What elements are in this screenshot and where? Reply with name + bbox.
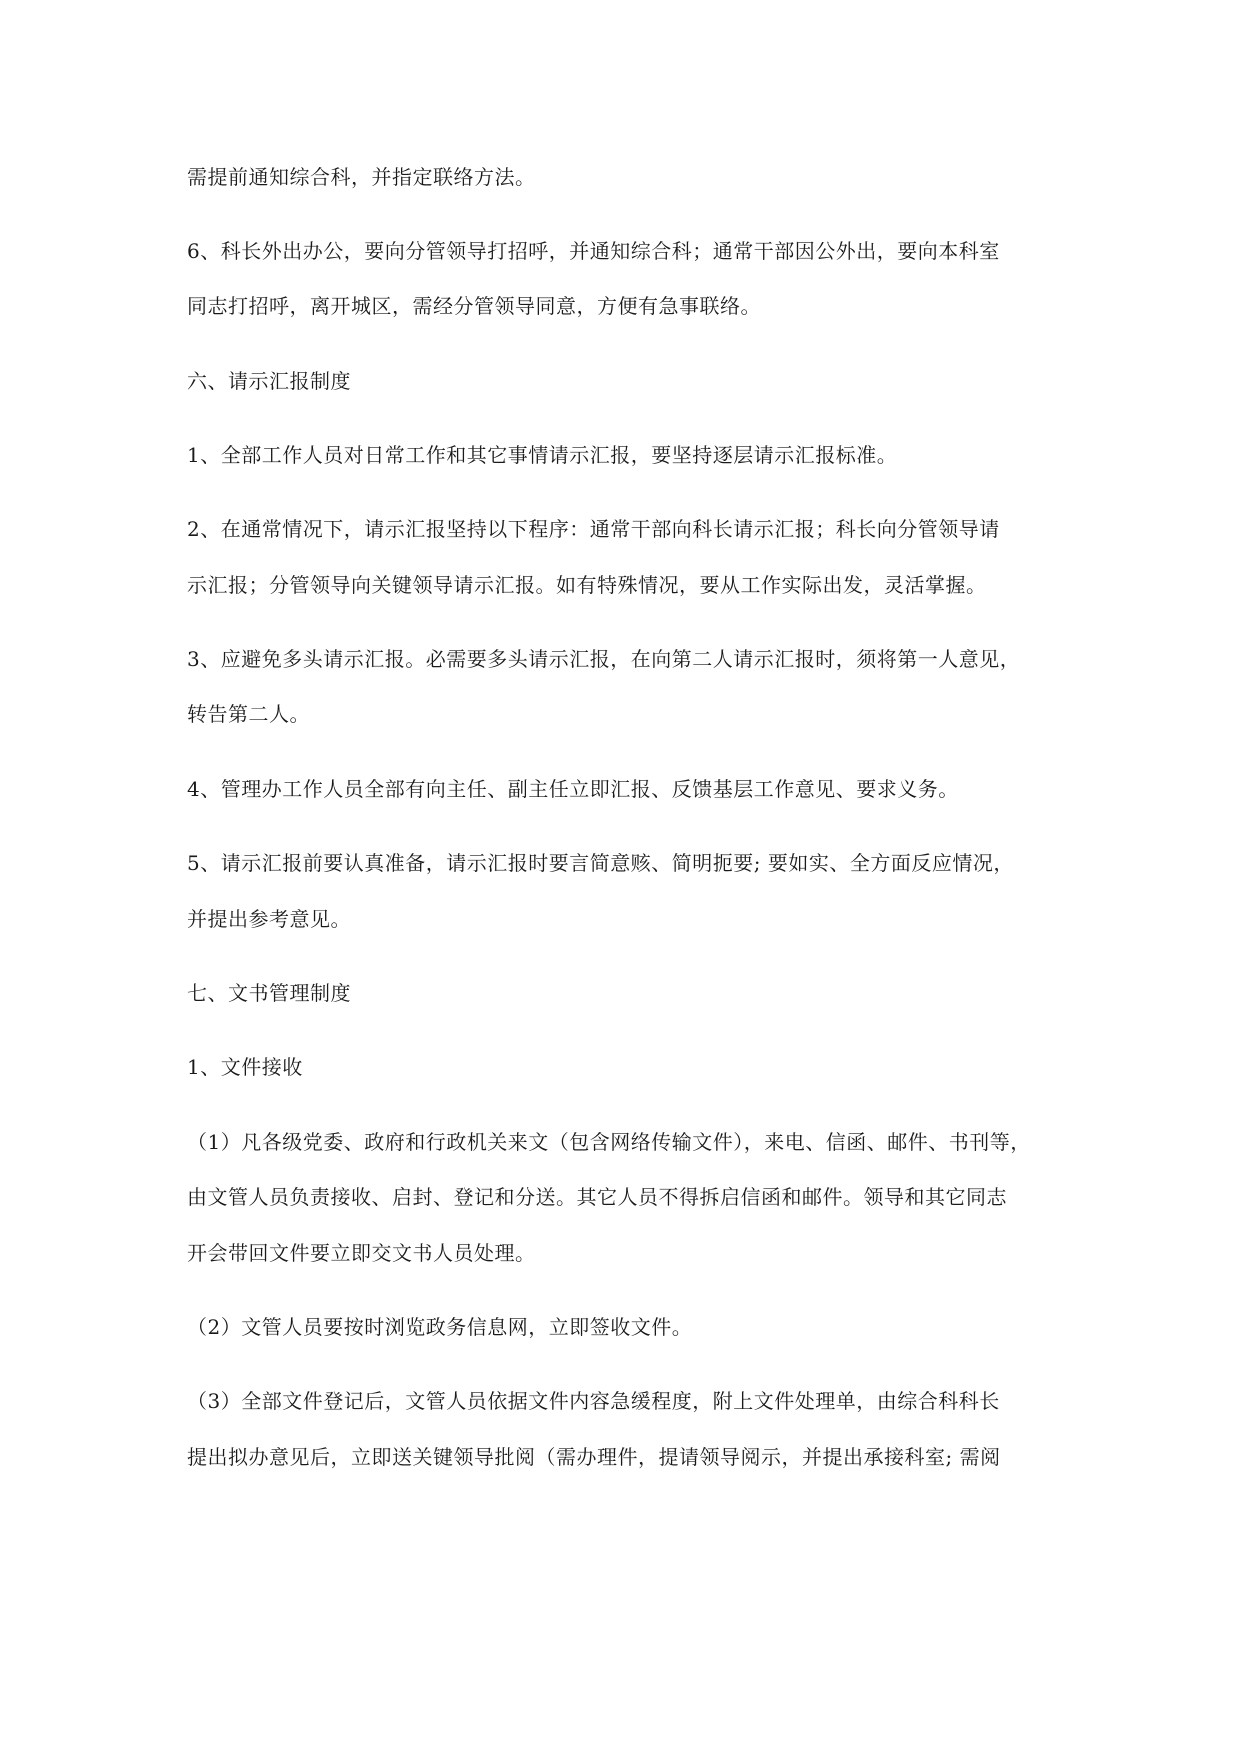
subsection-heading: 1、文件接收 (187, 1055, 303, 1079)
paragraph-line: （2）文管人员要按时浏览政务信息网，立即签收文件。 (187, 1315, 693, 1339)
paragraph-line: 需提前通知综合科，并指定联络方法。 (187, 165, 536, 189)
paragraph-line: 2、在通常情况下，请示汇报坚持以下程序：通常干部向科长请示汇报；科长向分管领导请 (187, 517, 1000, 541)
paragraph-line: 转告第二人。 (187, 702, 310, 726)
section-heading: 六、请示汇报制度 (187, 369, 351, 393)
paragraph-line: 开会带回文件要立即交文书人员处理。 (187, 1241, 536, 1265)
paragraph-line: 6、科长外出办公，要向分管领导打招呼，并通知综合科；通常干部因公外出，要向本科室 (187, 239, 1000, 263)
paragraph-line: 示汇报；分管领导向关键领导请示汇报。如有特殊情况，要从工作实际出发，灵活掌握。 (187, 573, 987, 597)
paragraph-line: 由文管人员负责接收、启封、登记和分送。其它人员不得拆启信函和邮件。领导和其它同志 (187, 1185, 1007, 1209)
section-heading: 七、文书管理制度 (187, 981, 351, 1005)
paragraph-line: 提出拟办意见后，立即送关键领导批阅（需办理件，提请领导阅示，并提出承接科室; 需阅 (187, 1445, 1001, 1469)
paragraph-line: 5、请示汇报前要认真准备，请示汇报时要言简意赅、简明扼要; 要如实、全方面反应情况， (187, 851, 1014, 875)
paragraph-line: 3、应避免多头请示汇报。必需要多头请示汇报，在向第二人请示汇报时，须将第一人意见， (187, 647, 1021, 671)
paragraph-line: （3）全部文件登记后，文管人员依据文件内容急缓程度，附上文件处理单，由综合科科长 (187, 1389, 1000, 1413)
paragraph-line: 并提出参考意见。 (187, 907, 351, 931)
paragraph-line: 1、全部工作人员对日常工作和其它事情请示汇报，要坚持逐层请示汇报标准。 (187, 443, 898, 467)
paragraph-line: 4、管理办工作人员全部有向主任、副主任立即汇报、反馈基层工作意见、要求义务。 (187, 777, 959, 801)
paragraph-line: 同志打招呼，离开城区，需经分管领导同意，方便有急事联络。 (187, 294, 761, 318)
paragraph-line: （1）凡各级党委、政府和行政机关来文（包含网络传输文件），来电、信函、邮件、书刊等， (187, 1130, 1031, 1154)
